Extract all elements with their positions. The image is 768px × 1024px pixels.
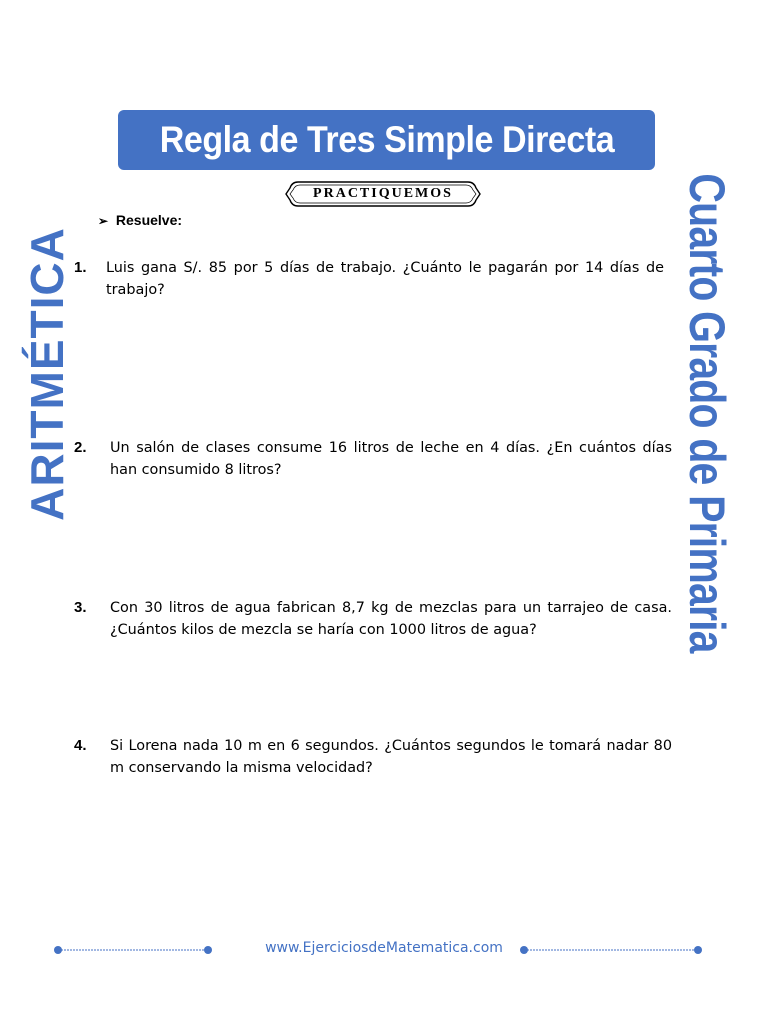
problem-1 xyxy=(74,257,666,303)
footer-divider-right xyxy=(516,944,708,956)
problem-text: Un salón de clases consume 16 litros de leche en 4 días. ¿En cuántos días han consumido 8 litros? xyxy=(110,440,672,478)
side-label-right xyxy=(679,173,735,653)
practice-label: PRACTIQUEMOS xyxy=(313,186,453,201)
website-link[interactable]: www.EjerciciosdeMatematica.com xyxy=(265,940,503,956)
problem-number: 1. xyxy=(74,259,87,276)
grade-label: Cuarto Grado de Primaria xyxy=(679,173,735,653)
problem-2 xyxy=(74,437,674,483)
side-label-left xyxy=(21,206,73,542)
problem-text: Con 30 litros de agua fabrican 8,7 kg de mezclas para un tarrajeo de casa. ¿Cuántos kilos de mezcla se haría con 1000 litros de agua? xyxy=(110,600,672,638)
page-title: Regla de Tres Simple Directa xyxy=(159,119,614,160)
problem-text xyxy=(106,257,664,301)
instruction xyxy=(98,212,182,228)
problem-number: 2. xyxy=(74,439,87,456)
practice-badge xyxy=(284,180,482,208)
instruction-label: Resuelve: xyxy=(115,212,183,228)
arrow-bullet-icon: ➢ xyxy=(98,214,109,228)
title-banner xyxy=(118,110,655,170)
problem-number: 4. xyxy=(74,737,87,754)
subject-label: ARITMÉTICA xyxy=(21,227,73,521)
problem-4 xyxy=(74,735,674,781)
problem-number: 3. xyxy=(74,599,87,616)
problem-text: Si Lorena nada 10 m en 6 segundos. ¿Cuántos segundos le tomará nadar 80 m conservando la misma velocidad? xyxy=(110,738,672,776)
problem-text-content: Luis gana S/. 85 por 5 días de trabajo. ¿Cuánto le pagarán por 14 días de trabajo? xyxy=(106,260,664,298)
problem-3 xyxy=(74,597,674,643)
